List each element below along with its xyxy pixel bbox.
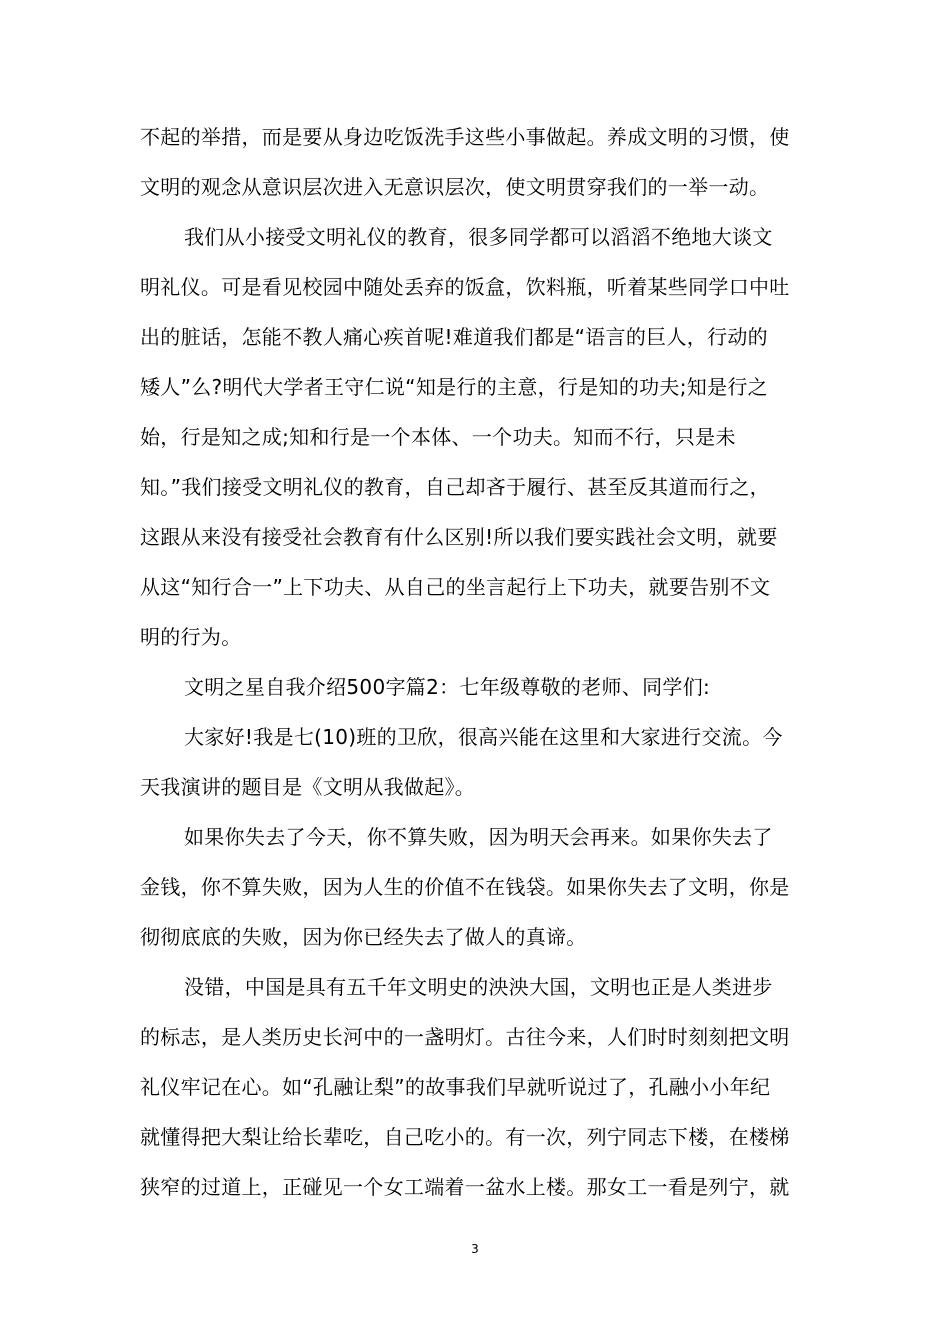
text-line: 大家好!我是七(10)班的卫欣，很高兴能在这里和大家进行交流。今 bbox=[184, 725, 783, 749]
text-line: 金钱，你不算失败，因为人生的价值不在钱袋。如果你失去了文明，你是 bbox=[140, 875, 790, 899]
text-line: 这跟从来没有接受社会教育有什么区别!所以我们要实践社会文明，就要 bbox=[140, 525, 778, 549]
text-line: 礼仪牢记在心。如“孔融让梨”的故事我们早就听说过了，孔融小小年纪 bbox=[140, 1075, 771, 1099]
text-line: 天我演讲的题目是《文明从我做起》。 bbox=[140, 775, 476, 799]
text-line: 不起的举措，而是要从身边吃饭洗手这些小事做起。养成文明的习惯，使 bbox=[140, 125, 790, 149]
text-line: 如果你失去了今天，你不算失败，因为明天会再来。如果你失去了 bbox=[184, 825, 773, 849]
text-line: 我们从小接受文明礼仪的教育，很多同学都可以滔滔不绝地大谈文 bbox=[184, 225, 773, 249]
text-line: 矮人”么?明代大学者王守仁说“知是行的主意，行是知的功夫;知是行之 bbox=[140, 375, 768, 399]
text-line: 知。”我们接受文明礼仪的教育，自己却吝于履行、甚至反其道而行之， bbox=[140, 475, 770, 499]
text-line: 狭窄的过道上，正碰见一个女工端着一盆水上楼。那女工一看是列宁，就 bbox=[140, 1175, 790, 1199]
text-line: 彻彻底底的失败，因为你已经失去了做人的真谛。 bbox=[140, 925, 587, 949]
text-line: 始，行是知之成;知和行是一个本体、一个功夫。知而不行，只是未 bbox=[140, 425, 736, 449]
section-heading: 文明之星自我介绍500字篇2：七年级尊敬的老师、同学们: bbox=[184, 675, 711, 699]
text-line: 的标志，是人类历史长河中的一盏明灯。古往今来，人们时时刻刻把文明 bbox=[140, 1025, 790, 1049]
page-number: 3 bbox=[471, 1242, 479, 1256]
body-text bbox=[140, 112, 830, 1212]
text-line: 明礼仪。可是看见校园中随处丢弃的饭盒，饮料瓶，听着某些同学口中吐 bbox=[140, 275, 790, 299]
text-line: 就懂得把大梨让给长辈吃，自己吃小的。有一次，列宁同志下楼，在楼梯 bbox=[140, 1125, 790, 1149]
text-line: 从这“知行合一”上下功夫、从自己的坐言起行上下功夫，就要告别不文 bbox=[140, 575, 771, 599]
text-line: 出的脏话，怎能不教人痛心疾首呢!难道我们都是“语言的巨人，行动的 bbox=[140, 325, 768, 349]
text-line: 文明的观念从意识层次进入无意识层次，使文明贯穿我们的一举一动。 bbox=[140, 175, 770, 199]
text-line: 没错，中国是具有五千年文明史的泱泱大国，文明也正是人类进步 bbox=[184, 975, 773, 999]
text-line: 明的行为。 bbox=[140, 625, 242, 649]
